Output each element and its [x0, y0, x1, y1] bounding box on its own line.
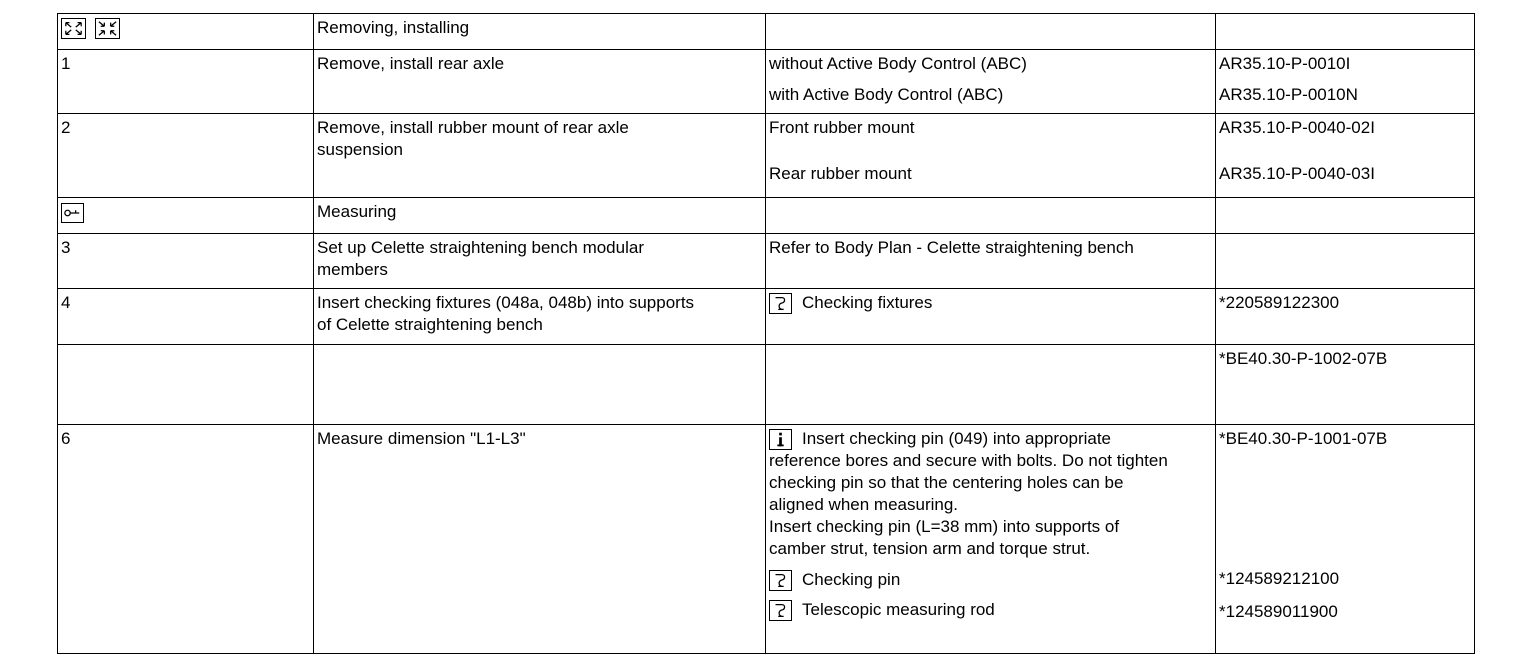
note-line [769, 569, 1175, 591]
reference-code[interactable]: *124589212100 [1219, 569, 1340, 588]
table-row [58, 289, 1475, 345]
task-cell: Remove, install rubber mount of rear axle suspension [314, 114, 766, 198]
special-tool-icon [769, 600, 792, 621]
notes-cell: Refer to Body Plan - Celette straightening bench [766, 234, 1216, 289]
refs-cell [1216, 14, 1475, 50]
step-cell: 1 [58, 50, 314, 114]
table-row [58, 50, 1475, 114]
reference-code[interactable]: *BE40.30-P-1001-07B [1219, 429, 1388, 448]
notes-cell [766, 198, 1216, 234]
table-row [58, 234, 1475, 289]
refs-cell[interactable]: *220589122300 [1216, 289, 1475, 345]
note-text: without Active Body Control (ABC) [769, 54, 1027, 73]
step-cell [58, 198, 314, 234]
notes-cell [766, 345, 1216, 425]
repair-procedure-table [57, 13, 1475, 654]
task-cell: Removing, installing [314, 14, 766, 50]
collapse-arrows-icon [95, 18, 120, 39]
reference-code[interactable]: AR35.10-P-0010N [1219, 85, 1358, 104]
reference-code[interactable]: AR35.10-P-0040-02I [1219, 118, 1375, 137]
step-cell: 3 [58, 234, 314, 289]
refs-cell [1216, 198, 1475, 234]
notes-cell [766, 14, 1216, 50]
note-text: Checking pin [802, 570, 901, 590]
info-icon [769, 429, 792, 450]
notes-cell [766, 289, 1216, 345]
table-row [58, 425, 1475, 654]
task-cell: Remove, install rear axle [314, 50, 766, 114]
special-tool-icon [769, 570, 792, 591]
reference-code[interactable]: *124589011900 [1219, 602, 1338, 621]
reference-code[interactable]: AR35.10-P-0040-03I [1219, 164, 1375, 183]
task-cell: Measuring [314, 198, 766, 234]
task-cell: Measure dimension "L1-L3" [314, 425, 766, 654]
refs-cell [1216, 234, 1475, 289]
note-text: Telescopic measuring rod [802, 600, 995, 620]
measuring-icon [61, 203, 84, 223]
expand-arrows-icon [61, 18, 86, 39]
refs-cell[interactable]: *BE40.30-P-1002-07B [1216, 345, 1475, 425]
refs-cell [1216, 114, 1475, 198]
note-text: Checking fixtures [802, 293, 933, 312]
step-cell [58, 14, 314, 50]
note-text: with Active Body Control (ABC) [769, 85, 1004, 104]
step-cell: 2 [58, 114, 314, 198]
table-row [58, 14, 1475, 50]
refs-cell [1216, 50, 1475, 114]
table-row [58, 345, 1475, 425]
step-cell: 4 [58, 289, 314, 345]
special-tool-icon [769, 293, 792, 314]
info-text: Insert checking pin (049) into appropriate reference bores and secure with bolts. Do not tighten checking pin so that the centering holes can be aligned when measuring. [769, 429, 1168, 515]
notes-cell [766, 50, 1216, 114]
task-cell: Insert checking fixtures (048a, 048b) into supports of Celette straightening bench [314, 289, 766, 345]
note-text: Rear rubber mount [769, 164, 912, 183]
step-cell: 6 [58, 425, 314, 654]
reference-code[interactable]: AR35.10-P-0010I [1219, 54, 1351, 73]
task-cell [314, 345, 766, 425]
table-row [58, 198, 1475, 234]
task-cell: Set up Celette straightening bench modular members [314, 234, 766, 289]
note-line [769, 599, 1175, 621]
step-cell [58, 345, 314, 425]
refs-cell [1216, 425, 1475, 654]
note-text: Front rubber mount [769, 118, 915, 137]
table-row [58, 114, 1475, 198]
notes-cell [766, 425, 1216, 654]
info-text: Insert checking pin (L=38 mm) into supports of camber strut, tension arm and torque strut. [769, 517, 1120, 559]
notes-cell [766, 114, 1216, 198]
